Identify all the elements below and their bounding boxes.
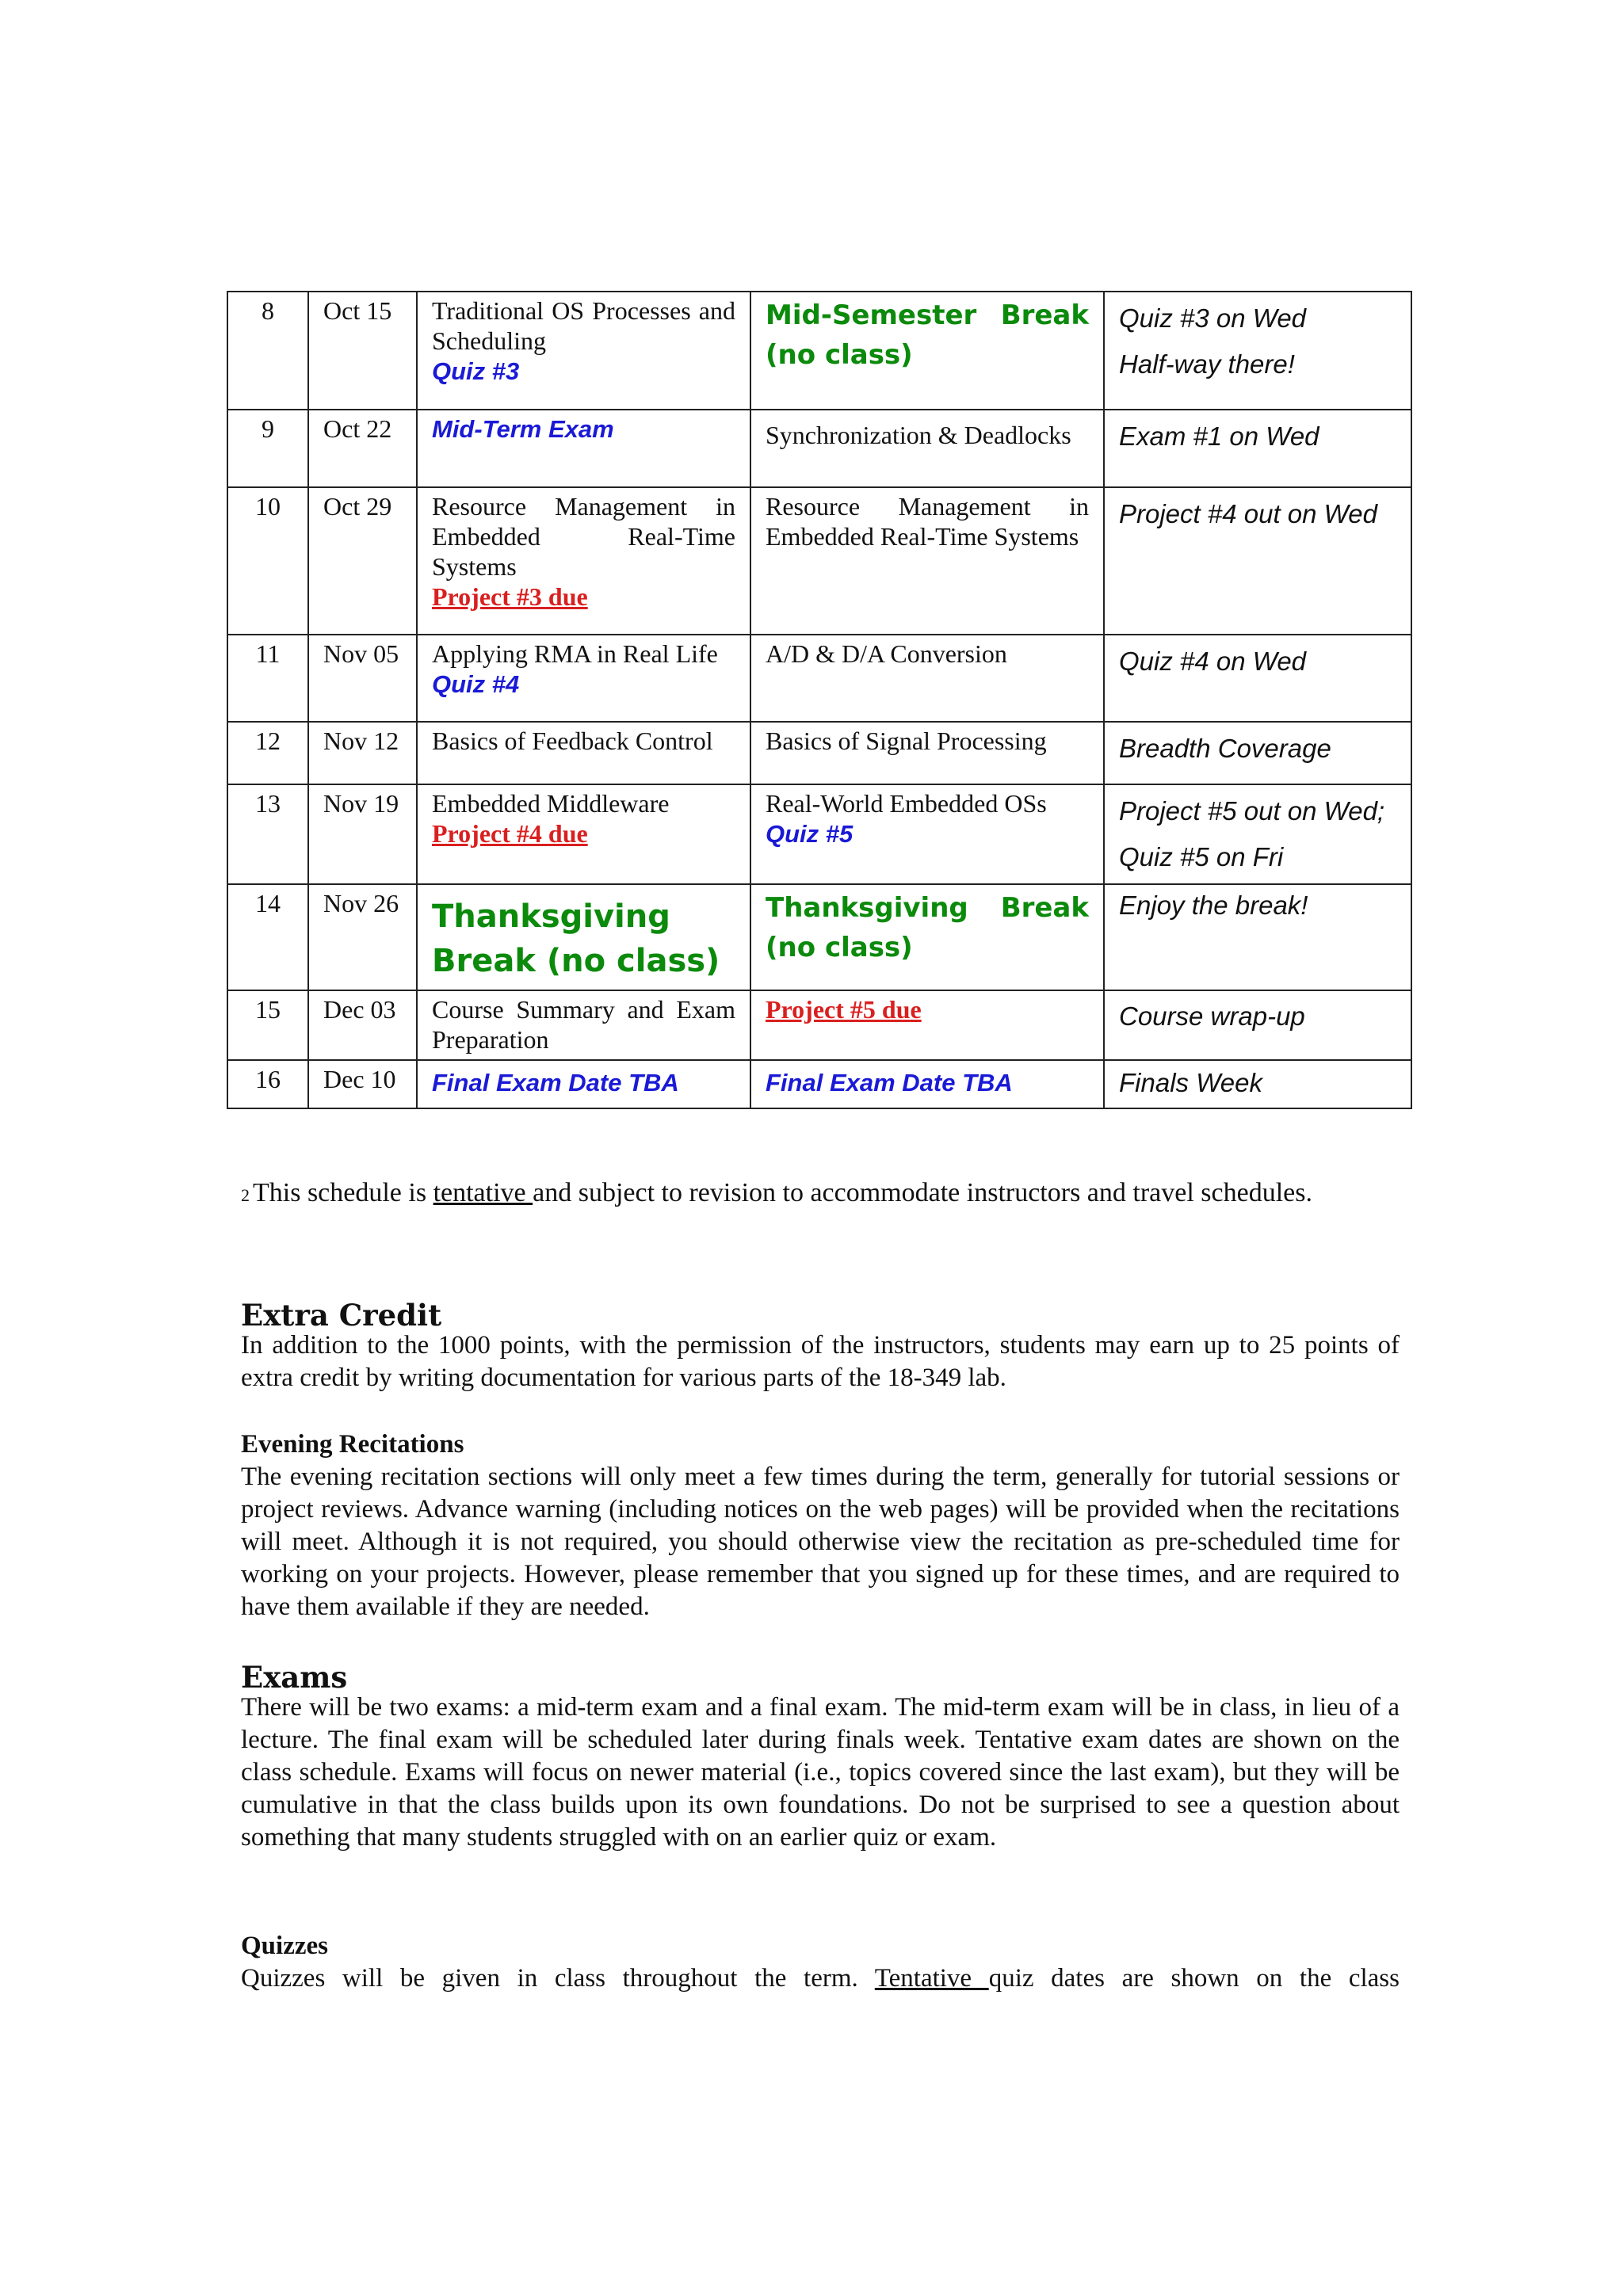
week-number: 14 (227, 884, 308, 990)
wednesday-topic (750, 1060, 1104, 1108)
quizzes-text-start: Quizzes will be given in class throughout the term. (241, 1964, 875, 1993)
remark-line: Enjoy the break! (1119, 891, 1308, 920)
section-body: There will be two exams: a mid-term exam and a final exam. The mid-term exam will be in class, in lieu of a lecture. The final exam will be scheduled later during finals week. Tentative exam dates are shown on the class schedule. Exams will focus on newer material (i.e., topics covered since the last exam), but they will be cumulative in that the class builds upon its own foundations. Do not be surprised to see a question about something that many students struggled with on an earlier quiz or exam. (241, 1693, 1400, 1852)
table-row (227, 784, 1411, 884)
exam-label: Final Exam Date TBA (766, 1069, 1013, 1097)
monday-topic (417, 884, 750, 990)
topic-text: Real-World Embedded OSs (766, 789, 1047, 818)
no-class-label: (no class) (766, 339, 913, 371)
remarks (1104, 292, 1411, 410)
week-date: Dec 03 (308, 990, 417, 1060)
section-heading: Exams (241, 1660, 348, 1695)
remark-line: Finals Week (1119, 1068, 1262, 1097)
week-number: 15 (227, 990, 308, 1060)
remarks (1104, 784, 1411, 884)
break-label: Thanksgiving Break (no class) (432, 898, 720, 979)
week-date: Nov 12 (308, 722, 417, 784)
table-row (227, 635, 1411, 722)
footnote-marker: 2 (241, 1185, 250, 1205)
footnote-underlined: tentative (433, 1178, 533, 1207)
week-date: Nov 19 (308, 784, 417, 884)
monday-topic (417, 292, 750, 410)
project-due-link[interactable]: Project #5 due (766, 995, 922, 1024)
topic-text: Resource Management in Embedded Real-Time Systems (432, 492, 735, 581)
section-body (241, 1962, 1400, 1995)
wednesday-topic (750, 410, 1104, 487)
monday-topic (417, 487, 750, 635)
week-number: 13 (227, 784, 308, 884)
week-date: Oct 22 (308, 410, 417, 487)
wednesday-topic (750, 292, 1104, 410)
week-number: 16 (227, 1060, 308, 1108)
topic-text: Resource Management in Embedded Real-Time Systems (766, 492, 1089, 551)
monday-topic (417, 410, 750, 487)
week-date: Dec 10 (308, 1060, 417, 1108)
wednesday-topic (750, 722, 1104, 784)
quiz-label: Quiz #4 (432, 670, 520, 698)
exam-label: Mid-Term Exam (432, 415, 614, 443)
remarks (1104, 1060, 1411, 1108)
remarks (1104, 410, 1411, 487)
remarks (1104, 635, 1411, 722)
week-date: Oct 29 (308, 487, 417, 635)
remark-line: Project #5 out on Wed; (1119, 796, 1385, 826)
table-row (227, 884, 1411, 990)
wednesday-topic (750, 487, 1104, 635)
monday-topic (417, 990, 750, 1060)
remarks (1104, 487, 1411, 635)
week-date: Oct 15 (308, 292, 417, 410)
monday-topic (417, 784, 750, 884)
week-date: Nov 05 (308, 635, 417, 722)
remark-line: Course wrap-up (1119, 1001, 1305, 1031)
quizzes-section (241, 1930, 1400, 1995)
quizzes-underlined: Tentative (874, 1964, 989, 1993)
schedule-footnote (241, 1177, 1400, 1212)
table-row (227, 410, 1411, 487)
monday-topic (417, 1060, 750, 1108)
project-due-link[interactable]: Project #4 due (432, 819, 588, 848)
project-due-link[interactable]: Project #3 due (432, 582, 588, 611)
exams-section (241, 1660, 1400, 1854)
remark-line: Breadth Coverage (1119, 734, 1331, 763)
wednesday-topic (750, 635, 1104, 722)
week-number: 11 (227, 635, 308, 722)
week-number: 10 (227, 487, 308, 635)
footnote-text-start: This schedule is (253, 1178, 433, 1207)
remarks (1104, 884, 1411, 990)
topic-text: Basics of Feedback Control (432, 727, 713, 755)
section-heading: Quizzes (241, 1932, 328, 1960)
topic-text: Embedded Middleware (432, 789, 670, 818)
remark-line: Exam #1 on Wed (1119, 421, 1319, 451)
week-date: Nov 26 (308, 884, 417, 990)
week-number: 12 (227, 722, 308, 784)
section-heading: Evening Recitations (241, 1430, 464, 1459)
class-schedule-table (227, 291, 1412, 1109)
break-label: Thanksgiving Break (no class) (766, 892, 1089, 963)
remark-line: Quiz #4 on Wed (1119, 646, 1307, 676)
section-body: In addition to the 1000 points, with the permission of the instructors, students may earn up to 25 points of extra credit by writing documentation for various parts of the 18-349 lab. (241, 1331, 1400, 1392)
remark-line: Half-way there! (1119, 349, 1295, 379)
remarks (1104, 722, 1411, 784)
week-number: 9 (227, 410, 308, 487)
table-row (227, 990, 1411, 1060)
monday-topic (417, 722, 750, 784)
topic-text: Basics of Signal Processing (766, 727, 1047, 755)
topic-text: Course Summary and Exam Preparation (432, 995, 735, 1054)
break-label (766, 296, 1089, 335)
break-text: Mid-Semester Break (766, 299, 1089, 331)
week-number: 8 (227, 292, 308, 410)
topic-text: Synchronization & Deadlocks (766, 421, 1071, 449)
extra-credit-section (241, 1298, 1400, 1394)
remark-line: Quiz #3 on Wed (1119, 303, 1307, 333)
table-row (227, 487, 1411, 635)
remark-line: Project #4 out on Wed (1119, 499, 1377, 528)
remark-line: Quiz #5 on Fri (1119, 842, 1284, 871)
wednesday-topic (750, 990, 1104, 1060)
remarks (1104, 990, 1411, 1060)
section-heading: Extra Credit (241, 1298, 442, 1333)
monday-topic (417, 635, 750, 722)
topic-text: A/D & D/A Conversion (766, 639, 1007, 668)
topic-text: Traditional OS Processes and Scheduling (432, 296, 735, 355)
wednesday-topic (750, 884, 1104, 990)
exam-label: Final Exam Date TBA (432, 1069, 679, 1097)
quizzes-text-end: quiz dates are shown on the class (988, 1964, 1400, 1993)
table-row (227, 1060, 1411, 1108)
quiz-label: Quiz #3 (432, 357, 520, 385)
topic-text: Applying RMA in Real Life (432, 639, 718, 668)
table-row (227, 722, 1411, 784)
quiz-label: Quiz #5 (766, 820, 854, 848)
table-row (227, 292, 1411, 410)
evening-recitations-section (241, 1428, 1400, 1623)
footnote-text-end: and subject to revision to accommodate instructors and travel schedules. (533, 1178, 1312, 1207)
section-body: The evening recitation sections will only meet a few times during the term, generally for tutorial sessions or project reviews. Advance warning (including notices on the web pages) will be provided when the recitations will meet. Although it is not required, you should otherwise view the recitation as pre-scheduled time for working on your projects. However, please remember that you signed up for these times, and are required to have them available if they are needed. (241, 1463, 1400, 1621)
wednesday-topic (750, 784, 1104, 884)
